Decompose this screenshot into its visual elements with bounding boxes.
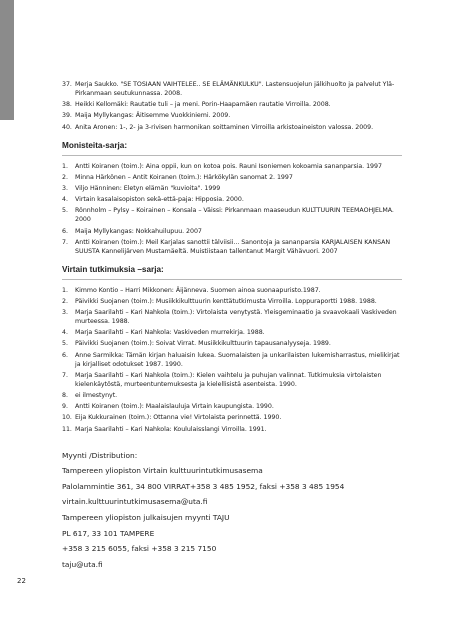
series-list-continued	[62, 80, 402, 132]
list-item: 1. Kimmo Kontio – Harri Mikkonen: Äijänneva. Suomen ainoa suonaapuristo.1987.	[62, 286, 321, 294]
seller-name: Tampereen yliopiston julkaisujen myynti TAJU	[62, 512, 230, 522]
list-item: 3. Marja Saarilahti – Kari Nahkola (toim.): Virtolaista venytystä. Yleisgeminaatio ja svaavokaali Vaskiveden murteessa. 1988.	[62, 309, 397, 326]
moniste-heading: Monisteita-sarja:	[62, 140, 128, 150]
list-item: 3. Viljo Hänninen: Eletyn elämän "kuvioita". 1999	[62, 184, 221, 192]
list-item: 10. Eija Kukkurainen (toim.): Ottanna vie! Virtolaista perinnettä. 1990.	[62, 414, 282, 422]
list-item: 5. Päivikki Suojanen (toim.): Soivat Virrat. Musiikkikulttuurin tapausanalyyseja. 1989.	[62, 340, 331, 348]
seller-phone: +358 3 215 6055, faksi +358 3 215 7150	[62, 544, 217, 554]
list-item: 38. Heikki Kellomäki: Rautatie tuli – ja meni. Porin-Haapamäen rautatie Virroilla. 2008.	[62, 101, 331, 109]
list-item: 11. Marja Saarilahti – Kari Nahkola: Koululaisslangi Virroilla. 1991.	[62, 425, 267, 433]
distribution-label: Myynti /Distribution:	[62, 450, 138, 460]
seller-address: PL 617, 33 101 TAMPERE	[62, 528, 155, 538]
distribution-block	[62, 448, 402, 573]
moniste-list	[62, 162, 402, 256]
list-item: 8. ei ilmestynyt.	[62, 392, 118, 399]
list-item: 6. Anne Sarmikka: Tämän kirjan haluaisin lukea. Suomalaisten ja unkarilaisten lukemisharrastus, mielikirjat ja kirjalliset odotukset 1987. 1990.	[62, 351, 400, 368]
page-number: 22	[17, 577, 26, 585]
list-item: 2. Minna Härkönen – Antit Koiranen (toim.): Härkökylän sanomat 2. 1997	[62, 173, 293, 181]
distributor-email: virtain.kulttuurintutkimusasema@uta.fi	[62, 497, 208, 507]
list-item: 37. Merja Saukko. "SE TOSIAAN VAIHTELEE.. SE ELÄMÄNKULKU". Lastensuojelun jälkihuolto ja palvelut Ylä-Pirkanmaan seutukunnassa. 2008.	[62, 81, 395, 97]
list-item: 4. Marja Saarilahti – Kari Nahkola: Vaskiveden murrekirja. 1988.	[62, 329, 265, 337]
list-item: 7. Antti Koiranen (toim.): Meil Karjalas sanottii tälviisii... Sanontoja ja sananparsia KARJALAISEN KANSAN SUUSTA Kannelijärven Mustamäeltä. Muistiistaan tallentanut Margit Vähävuori. 2007	[62, 238, 391, 255]
list-item: 9. Antti Koiranen (toim.): Maalaislauluja Virtain kaupungista. 1990.	[62, 403, 274, 411]
list-item: 4. Virtain kasalaisopiston sekä-että-paja: Hipposia. 2000.	[62, 196, 244, 204]
list-item: 39. Maija Myllykangas: Äitisemme Vuokkiniemi. 2009.	[62, 112, 231, 120]
tutkimus-list	[62, 286, 402, 434]
list-item: 2. Päivikki Suojanen (toim.): Musiikkikulttuurin kenttätutkimusta Virroilla. Loppuraportti 1988. 1988.	[62, 297, 377, 305]
list-item: 5. Rönnholm – Pylsy – Koirainen – Konsala – Väissi: Pirkanmaan maaseudun KULTTUURIN TEEMAOHJELMA. 2000	[62, 207, 394, 224]
tutkimus-heading: Virtain tutkimuksia –sarja:	[62, 264, 164, 274]
list-item: 40. Anita Aronen: 1-, 2- ja 3-rivisen harmonikan soittaminen Virroilla arkistoaineiston valossa. 2009.	[62, 123, 374, 131]
list-item: 6. Maija Myllykangas: Nokkahuilupuu. 2007	[62, 227, 202, 235]
distributor-address: Palolammintie 361, 34 800 VIRRAT+358 3 485 1952, faksi +358 3 485 1954	[62, 481, 345, 491]
side-tab	[0, 0, 14, 120]
distributor-name: Tampereen yliopiston Virtain kulttuurintutkimusasema	[62, 466, 263, 476]
section-divider	[62, 279, 402, 280]
list-item: 1. Antti Koiranen (toim.): Aina oppii, kun on kotoa pois. Rauni Isoniemen kokoamia sananparsia. 1997	[62, 162, 382, 170]
publication-list	[62, 80, 402, 572]
list-item: 7. Marja Saarilahti – Kari Nahkola (toim.): Kielen vaihtelu ja puhujan valinnat. Tutkimuksia virtolaisten kielenkäytöstä, murteentuntemuksesta ja kielellisistä asenteista. 1990.	[62, 371, 382, 388]
seller-email: taju@uta.fi	[62, 559, 103, 569]
section-divider	[62, 155, 402, 156]
